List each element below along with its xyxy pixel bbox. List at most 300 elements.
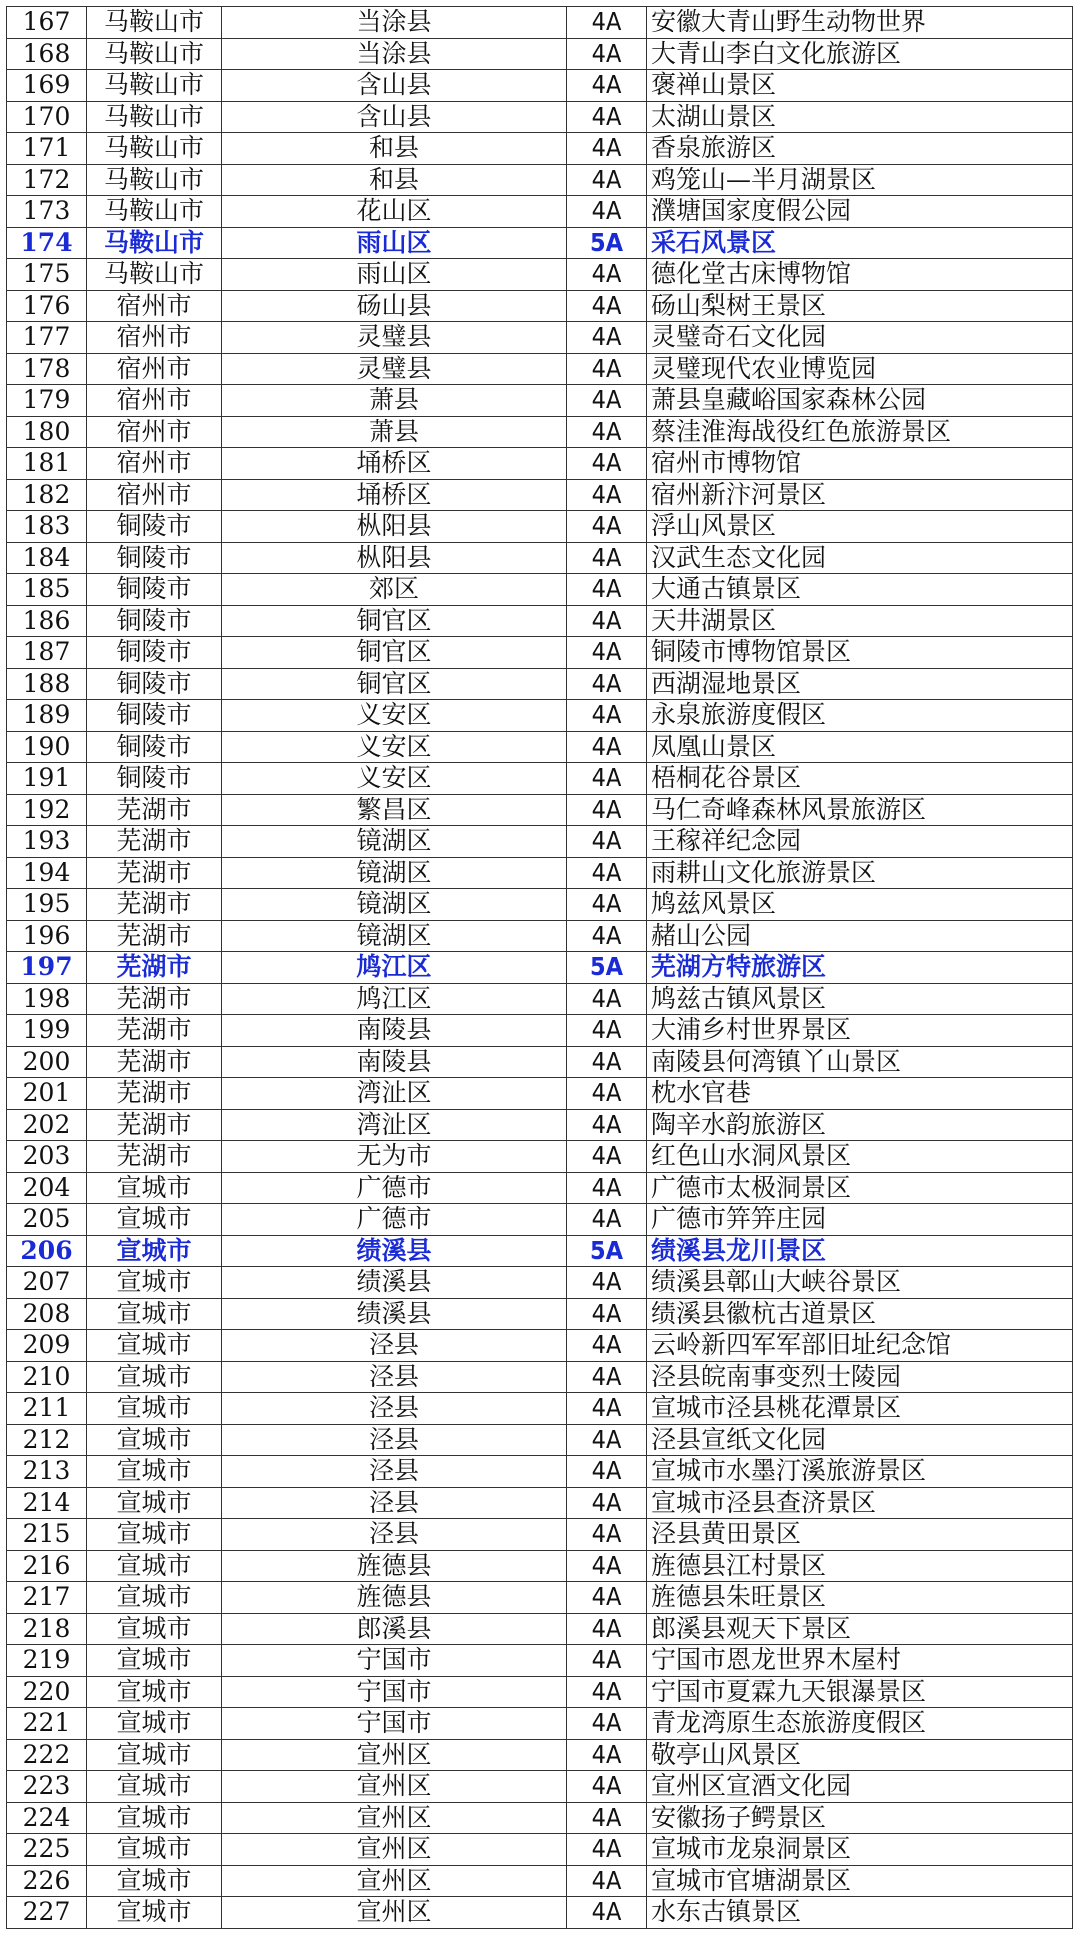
district-cell: 宣州区: [222, 1865, 567, 1897]
table-row: [7, 38, 1073, 70]
level-cell: 4A: [567, 511, 647, 543]
district-cell: 南陵县: [222, 1046, 567, 1078]
table-row: [7, 542, 1073, 574]
table-row: [7, 1865, 1073, 1897]
city-cell: 宣城市: [87, 1739, 222, 1771]
level-cell: 4A: [567, 70, 647, 102]
scenic-name-cell: 安徽大青山野生动物世界: [647, 7, 1073, 39]
table-row: [7, 196, 1073, 228]
row-number-cell: 175: [7, 259, 87, 291]
table-body: [7, 7, 1073, 1929]
district-cell: 雨山区: [222, 227, 567, 259]
district-cell: 宁国市: [222, 1645, 567, 1677]
level-cell: 4A: [567, 1015, 647, 1047]
scenic-name-cell: 西湖湿地景区: [647, 668, 1073, 700]
district-cell: 宣州区: [222, 1897, 567, 1929]
table-row: [7, 952, 1073, 984]
city-cell: 宣城市: [87, 1582, 222, 1614]
scenic-name-cell: 宿州新汴河景区: [647, 479, 1073, 511]
district-cell: 雨山区: [222, 259, 567, 291]
city-cell: 宣城市: [87, 1613, 222, 1645]
city-cell: 铜陵市: [87, 605, 222, 637]
scenic-name-cell: 雨耕山文化旅游景区: [647, 857, 1073, 889]
scenic-name-cell: 汉武生态文化园: [647, 542, 1073, 574]
city-cell: 马鞍山市: [87, 259, 222, 291]
city-cell: 宣城市: [87, 1298, 222, 1330]
city-cell: 马鞍山市: [87, 7, 222, 39]
scenic-name-cell: 浮山风景区: [647, 511, 1073, 543]
level-cell: 4A: [567, 322, 647, 354]
row-number-cell: 222: [7, 1739, 87, 1771]
table-row: [7, 889, 1073, 921]
table-row: [7, 731, 1073, 763]
level-cell: 4A: [567, 983, 647, 1015]
scenic-name-cell: 宣州区宣酒文化园: [647, 1771, 1073, 1803]
scenic-name-cell: 广德市太极洞景区: [647, 1172, 1073, 1204]
row-number-cell: 209: [7, 1330, 87, 1362]
row-number-cell: 215: [7, 1519, 87, 1551]
table-row: [7, 794, 1073, 826]
district-cell: 泾县: [222, 1393, 567, 1425]
scenic-name-cell: 马仁奇峰森林风景旅游区: [647, 794, 1073, 826]
level-cell: 4A: [567, 1645, 647, 1677]
city-cell: 芜湖市: [87, 826, 222, 858]
table-row: [7, 1298, 1073, 1330]
table-row: [7, 1487, 1073, 1519]
district-cell: 宁国市: [222, 1708, 567, 1740]
city-cell: 宣城市: [87, 1204, 222, 1236]
district-cell: 繁昌区: [222, 794, 567, 826]
district-cell: 灵璧县: [222, 322, 567, 354]
city-cell: 马鞍山市: [87, 101, 222, 133]
level-cell: 4A: [567, 1078, 647, 1110]
row-number-cell: 174: [7, 227, 87, 259]
table-row: [7, 7, 1073, 39]
city-cell: 铜陵市: [87, 700, 222, 732]
scenic-name-cell: 水东古镇景区: [647, 1897, 1073, 1929]
row-number-cell: 195: [7, 889, 87, 921]
city-cell: 马鞍山市: [87, 70, 222, 102]
row-number-cell: 172: [7, 164, 87, 196]
table-row: [7, 1802, 1073, 1834]
table-row: [7, 1172, 1073, 1204]
city-cell: 宣城市: [87, 1645, 222, 1677]
scenic-name-cell: 宿州市博物馆: [647, 448, 1073, 480]
row-number-cell: 219: [7, 1645, 87, 1677]
city-cell: 宣城市: [87, 1802, 222, 1834]
district-cell: 萧县: [222, 416, 567, 448]
city-cell: 宣城市: [87, 1267, 222, 1299]
row-number-cell: 191: [7, 763, 87, 795]
table-row: [7, 1456, 1073, 1488]
scenic-name-cell: 红色山水洞风景区: [647, 1141, 1073, 1173]
table-row: [7, 259, 1073, 291]
table-row: [7, 385, 1073, 417]
scenic-name-cell: 云岭新四军军部旧址纪念馆: [647, 1330, 1073, 1362]
level-cell: 4A: [567, 700, 647, 732]
district-cell: 郊区: [222, 574, 567, 606]
table-row: [7, 1424, 1073, 1456]
row-number-cell: 169: [7, 70, 87, 102]
row-number-cell: 190: [7, 731, 87, 763]
scenic-name-cell: 宣城市水墨汀溪旅游景区: [647, 1456, 1073, 1488]
district-cell: 湾沚区: [222, 1078, 567, 1110]
level-cell: 4A: [567, 763, 647, 795]
scenic-name-cell: 赭山公园: [647, 920, 1073, 952]
scenic-name-cell: 梧桐花谷景区: [647, 763, 1073, 795]
scenic-name-cell: 青龙湾原生态旅游度假区: [647, 1708, 1073, 1740]
table-row: [7, 322, 1073, 354]
table-row: [7, 101, 1073, 133]
row-number-cell: 188: [7, 668, 87, 700]
level-cell: 4A: [567, 101, 647, 133]
level-cell: 5A: [567, 227, 647, 259]
row-number-cell: 170: [7, 101, 87, 133]
city-cell: 马鞍山市: [87, 164, 222, 196]
row-number-cell: 206: [7, 1235, 87, 1267]
level-cell: 4A: [567, 1424, 647, 1456]
row-number-cell: 176: [7, 290, 87, 322]
level-cell: 4A: [567, 290, 647, 322]
scenic-name-cell: 萧县皇藏峪国家森林公园: [647, 385, 1073, 417]
table-row: [7, 1330, 1073, 1362]
city-cell: 宣城市: [87, 1834, 222, 1866]
level-cell: 4A: [567, 1141, 647, 1173]
scenic-name-cell: 芜湖方特旅游区: [647, 952, 1073, 984]
scenic-name-cell: 大青山李白文化旅游区: [647, 38, 1073, 70]
city-cell: 宣城市: [87, 1487, 222, 1519]
city-cell: 芜湖市: [87, 857, 222, 889]
district-cell: 绩溪县: [222, 1298, 567, 1330]
city-cell: 宿州市: [87, 290, 222, 322]
table-row: [7, 700, 1073, 732]
level-cell: 4A: [567, 1865, 647, 1897]
row-number-cell: 203: [7, 1141, 87, 1173]
district-cell: 枞阳县: [222, 542, 567, 574]
level-cell: 4A: [567, 164, 647, 196]
level-cell: 4A: [567, 416, 647, 448]
city-cell: 铜陵市: [87, 542, 222, 574]
city-cell: 宣城市: [87, 1235, 222, 1267]
city-cell: 宣城市: [87, 1676, 222, 1708]
table-row: [7, 511, 1073, 543]
row-number-cell: 177: [7, 322, 87, 354]
city-cell: 芜湖市: [87, 920, 222, 952]
city-cell: 宿州市: [87, 322, 222, 354]
district-cell: 鸠江区: [222, 952, 567, 984]
scenic-name-cell: 广德市笄笄庄园: [647, 1204, 1073, 1236]
table-row: [7, 1519, 1073, 1551]
row-number-cell: 186: [7, 605, 87, 637]
row-number-cell: 185: [7, 574, 87, 606]
district-cell: 含山县: [222, 70, 567, 102]
table-row: [7, 637, 1073, 669]
level-cell: 4A: [567, 1771, 647, 1803]
row-number-cell: 181: [7, 448, 87, 480]
row-number-cell: 187: [7, 637, 87, 669]
table-row: [7, 290, 1073, 322]
row-number-cell: 223: [7, 1771, 87, 1803]
city-cell: 芜湖市: [87, 794, 222, 826]
level-cell: 4A: [567, 1456, 647, 1488]
district-cell: 枞阳县: [222, 511, 567, 543]
row-number-cell: 226: [7, 1865, 87, 1897]
scenic-name-cell: 采石风景区: [647, 227, 1073, 259]
table-row: [7, 763, 1073, 795]
district-cell: 宣州区: [222, 1771, 567, 1803]
scenic-name-cell: 蔡洼淮海战役红色旅游景区: [647, 416, 1073, 448]
district-cell: 泾县: [222, 1487, 567, 1519]
district-cell: 郎溪县: [222, 1613, 567, 1645]
level-cell: 4A: [567, 7, 647, 39]
level-cell: 4A: [567, 826, 647, 858]
row-number-cell: 178: [7, 353, 87, 385]
district-cell: 绩溪县: [222, 1267, 567, 1299]
level-cell: 4A: [567, 196, 647, 228]
row-number-cell: 210: [7, 1361, 87, 1393]
district-cell: 南陵县: [222, 1015, 567, 1047]
district-cell: 当涂县: [222, 38, 567, 70]
city-cell: 芜湖市: [87, 1046, 222, 1078]
table-row: [7, 574, 1073, 606]
district-cell: 和县: [222, 164, 567, 196]
district-cell: 镜湖区: [222, 889, 567, 921]
city-cell: 铜陵市: [87, 731, 222, 763]
row-number-cell: 179: [7, 385, 87, 417]
table-row: [7, 479, 1073, 511]
table-row: [7, 826, 1073, 858]
city-cell: 宣城市: [87, 1550, 222, 1582]
scenic-name-cell: 铜陵市博物馆景区: [647, 637, 1073, 669]
row-number-cell: 201: [7, 1078, 87, 1110]
scenic-name-cell: 香泉旅游区: [647, 133, 1073, 165]
level-cell: 4A: [567, 448, 647, 480]
district-cell: 宣州区: [222, 1802, 567, 1834]
level-cell: 4A: [567, 574, 647, 606]
city-cell: 芜湖市: [87, 983, 222, 1015]
district-cell: 广德市: [222, 1172, 567, 1204]
table-row: [7, 1267, 1073, 1299]
city-cell: 宣城市: [87, 1172, 222, 1204]
table-row: [7, 605, 1073, 637]
row-number-cell: 211: [7, 1393, 87, 1425]
scenic-name-cell: 凤凰山景区: [647, 731, 1073, 763]
city-cell: 马鞍山市: [87, 196, 222, 228]
level-cell: 4A: [567, 889, 647, 921]
city-cell: 宣城市: [87, 1361, 222, 1393]
scenic-name-cell: 绩溪县龙川景区: [647, 1235, 1073, 1267]
district-cell: 旌德县: [222, 1582, 567, 1614]
scenic-name-cell: 褒禅山景区: [647, 70, 1073, 102]
city-cell: 宿州市: [87, 353, 222, 385]
district-cell: 镜湖区: [222, 826, 567, 858]
table-row: [7, 1015, 1073, 1047]
table-row: [7, 227, 1073, 259]
level-cell: 4A: [567, 1172, 647, 1204]
table-row: [7, 1645, 1073, 1677]
level-cell: 5A: [567, 1235, 647, 1267]
city-cell: 宣城市: [87, 1897, 222, 1929]
scenic-name-cell: 陶辛水韵旅游区: [647, 1109, 1073, 1141]
level-cell: 4A: [567, 1676, 647, 1708]
row-number-cell: 200: [7, 1046, 87, 1078]
table-row: [7, 1109, 1073, 1141]
scenic-name-cell: 枕水官巷: [647, 1078, 1073, 1110]
district-cell: 宣州区: [222, 1739, 567, 1771]
district-cell: 铜官区: [222, 605, 567, 637]
city-cell: 铜陵市: [87, 763, 222, 795]
row-number-cell: 199: [7, 1015, 87, 1047]
table-row: [7, 1834, 1073, 1866]
row-number-cell: 213: [7, 1456, 87, 1488]
scenic-name-cell: 灵璧奇石文化园: [647, 322, 1073, 354]
level-cell: 4A: [567, 1802, 647, 1834]
row-number-cell: 182: [7, 479, 87, 511]
row-number-cell: 180: [7, 416, 87, 448]
table-row: [7, 1235, 1073, 1267]
level-cell: 4A: [567, 133, 647, 165]
level-cell: 4A: [567, 1550, 647, 1582]
level-cell: 4A: [567, 668, 647, 700]
district-cell: 泾县: [222, 1519, 567, 1551]
district-cell: 当涂县: [222, 7, 567, 39]
row-number-cell: 224: [7, 1802, 87, 1834]
district-cell: 义安区: [222, 731, 567, 763]
row-number-cell: 221: [7, 1708, 87, 1740]
scenic-name-cell: 南陵县何湾镇丫山景区: [647, 1046, 1073, 1078]
scenic-name-cell: 永泉旅游度假区: [647, 700, 1073, 732]
level-cell: 4A: [567, 1519, 647, 1551]
district-cell: 湾沚区: [222, 1109, 567, 1141]
row-number-cell: 214: [7, 1487, 87, 1519]
scenic-name-cell: 宣城市泾县查济景区: [647, 1487, 1073, 1519]
level-cell: 4A: [567, 1330, 647, 1362]
level-cell: 5A: [567, 952, 647, 984]
city-cell: 芜湖市: [87, 1015, 222, 1047]
district-cell: 无为市: [222, 1141, 567, 1173]
district-cell: 灵璧县: [222, 353, 567, 385]
district-cell: 泾县: [222, 1456, 567, 1488]
city-cell: 宿州市: [87, 416, 222, 448]
level-cell: 4A: [567, 637, 647, 669]
city-cell: 宣城市: [87, 1424, 222, 1456]
scenic-name-cell: 泾县宣纸文化园: [647, 1424, 1073, 1456]
scenic-name-cell: 天井湖景区: [647, 605, 1073, 637]
row-number-cell: 189: [7, 700, 87, 732]
scenic-name-cell: 大浦乡村世界景区: [647, 1015, 1073, 1047]
district-cell: 宣州区: [222, 1834, 567, 1866]
level-cell: 4A: [567, 1582, 647, 1614]
scenic-name-cell: 旌德县江村景区: [647, 1550, 1073, 1582]
row-number-cell: 205: [7, 1204, 87, 1236]
scenic-name-cell: 砀山梨树王景区: [647, 290, 1073, 322]
table-row: [7, 1141, 1073, 1173]
city-cell: 宣城市: [87, 1865, 222, 1897]
level-cell: 4A: [567, 353, 647, 385]
row-number-cell: 167: [7, 7, 87, 39]
city-cell: 宣城市: [87, 1771, 222, 1803]
table-row: [7, 164, 1073, 196]
city-cell: 铜陵市: [87, 637, 222, 669]
district-cell: 鸠江区: [222, 983, 567, 1015]
scenic-name-cell: 德化堂古床博物馆: [647, 259, 1073, 291]
district-cell: 砀山县: [222, 290, 567, 322]
level-cell: 4A: [567, 1267, 647, 1299]
table-row: [7, 1708, 1073, 1740]
scenic-name-cell: 郎溪县观天下景区: [647, 1613, 1073, 1645]
row-number-cell: 168: [7, 38, 87, 70]
row-number-cell: 196: [7, 920, 87, 952]
city-cell: 铜陵市: [87, 511, 222, 543]
district-cell: 绩溪县: [222, 1235, 567, 1267]
district-cell: 镜湖区: [222, 857, 567, 889]
table-row: [7, 1739, 1073, 1771]
row-number-cell: 184: [7, 542, 87, 574]
row-number-cell: 204: [7, 1172, 87, 1204]
table-row: [7, 1078, 1073, 1110]
row-number-cell: 212: [7, 1424, 87, 1456]
district-cell: 泾县: [222, 1361, 567, 1393]
level-cell: 4A: [567, 1393, 647, 1425]
level-cell: 4A: [567, 1204, 647, 1236]
level-cell: 4A: [567, 479, 647, 511]
city-cell: 宣城市: [87, 1519, 222, 1551]
scenic-name-cell: 大通古镇景区: [647, 574, 1073, 606]
level-cell: 4A: [567, 38, 647, 70]
table-row: [7, 1771, 1073, 1803]
level-cell: 4A: [567, 1739, 647, 1771]
city-cell: 宣城市: [87, 1330, 222, 1362]
city-cell: 宿州市: [87, 448, 222, 480]
table-row: [7, 668, 1073, 700]
city-cell: 铜陵市: [87, 574, 222, 606]
level-cell: 4A: [567, 385, 647, 417]
city-cell: 铜陵市: [87, 668, 222, 700]
city-cell: 宣城市: [87, 1393, 222, 1425]
row-number-cell: 194: [7, 857, 87, 889]
level-cell: 4A: [567, 542, 647, 574]
district-cell: 宁国市: [222, 1676, 567, 1708]
level-cell: 4A: [567, 1897, 647, 1929]
table-row: [7, 353, 1073, 385]
city-cell: 宿州市: [87, 479, 222, 511]
district-cell: 埇桥区: [222, 448, 567, 480]
table-row: [7, 1582, 1073, 1614]
row-number-cell: 173: [7, 196, 87, 228]
row-number-cell: 208: [7, 1298, 87, 1330]
table-row: [7, 70, 1073, 102]
row-number-cell: 227: [7, 1897, 87, 1929]
row-number-cell: 218: [7, 1613, 87, 1645]
city-cell: 马鞍山市: [87, 133, 222, 165]
level-cell: 4A: [567, 857, 647, 889]
scenic-name-cell: 宣城市泾县桃花潭景区: [647, 1393, 1073, 1425]
district-cell: 镜湖区: [222, 920, 567, 952]
row-number-cell: 217: [7, 1582, 87, 1614]
scenic-name-cell: 太湖山景区: [647, 101, 1073, 133]
scenic-name-cell: 濮塘国家度假公园: [647, 196, 1073, 228]
level-cell: 4A: [567, 605, 647, 637]
row-number-cell: 197: [7, 952, 87, 984]
row-number-cell: 207: [7, 1267, 87, 1299]
table-row: [7, 133, 1073, 165]
district-cell: 义安区: [222, 763, 567, 795]
scenic-area-table: [6, 6, 1073, 1929]
row-number-cell: 225: [7, 1834, 87, 1866]
level-cell: 4A: [567, 920, 647, 952]
table-row: [7, 1613, 1073, 1645]
table-row: [7, 983, 1073, 1015]
